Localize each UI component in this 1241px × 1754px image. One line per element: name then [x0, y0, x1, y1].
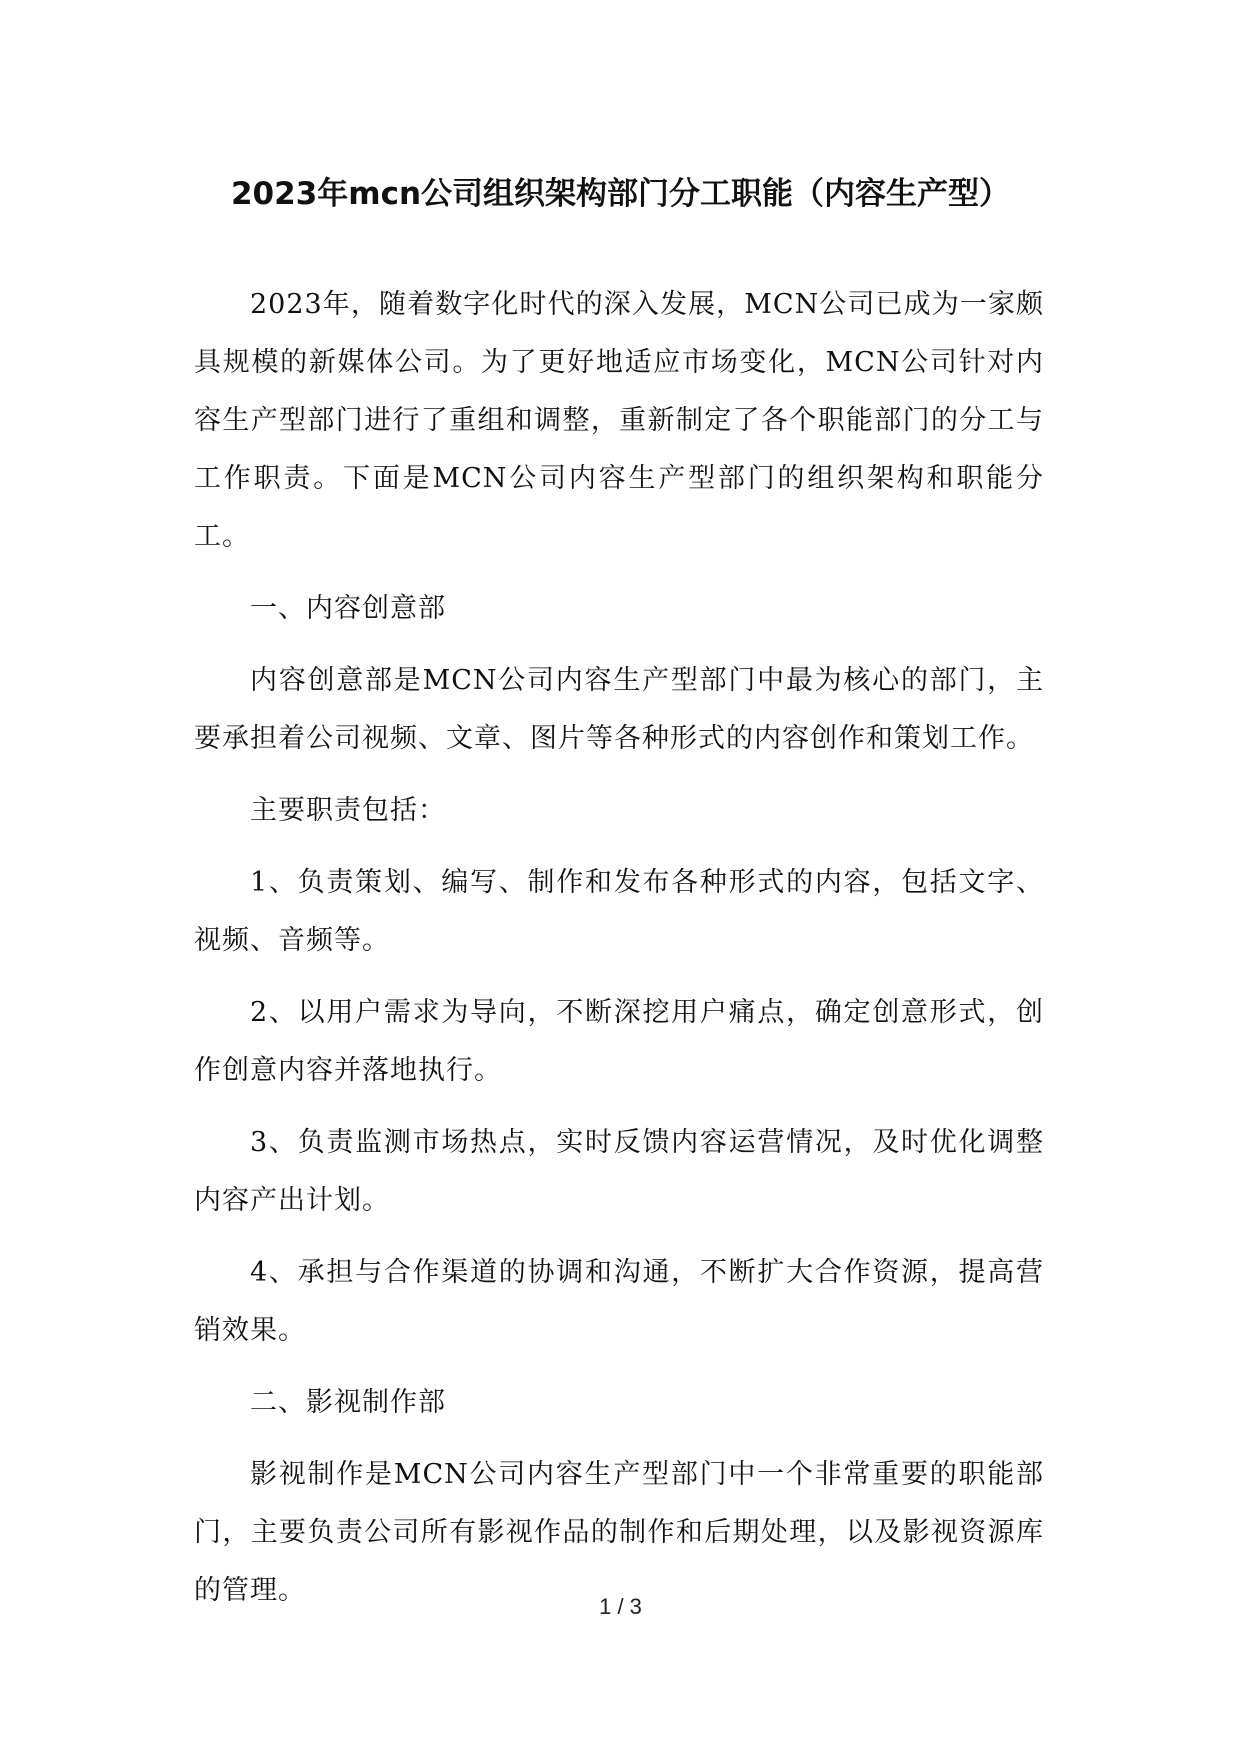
- section-heading-film-production: 二、影视制作部: [250, 1387, 446, 1418]
- document-body: [194, 276, 1044, 1634]
- document-title: 2023年mcn公司组织架构部门分工职能（内容生产型）: [230, 176, 1011, 212]
- responsibility-item-2: 2、以用户需求为导向，不断深挖用户痛点，确定创意形式，创作创意内容并落地执行。: [194, 997, 1044, 1086]
- responsibility-item-3: 3、负责监测市场热点，实时反馈内容运营情况，及时优化调整内容产出计划。: [194, 1127, 1044, 1216]
- film-production-description: 影视制作是MCN公司内容生产型部门中一个非常重要的职能部门，主要负责公司所有影视作品的制作和后期处理，以及影视资源库的管理。: [194, 1459, 1044, 1606]
- intro-paragraph: 2023年，随着数字化时代的深入发展，MCN公司已成为一家颇具规模的新媒体公司。为了更好地适应市场变化，MCN公司针对内容生产型部门进行了重组和调整，重新制定了各个职能部门的分工与工作职责。下面是MCN公司内容生产型部门的组织架构和职能分工。: [194, 289, 1044, 552]
- section-heading-content-creative: 一、内容创意部: [250, 593, 446, 624]
- responsibility-item-1: 1、负责策划、编写、制作和发布各种形式的内容，包括文字、视频、音频等。: [194, 867, 1044, 956]
- responsibilities-heading: 主要职责包括：: [250, 795, 446, 826]
- responsibility-item-4: 4、承担与合作渠道的协调和沟通，不断扩大合作资源，提高营销效果。: [194, 1257, 1044, 1346]
- content-creative-description: 内容创意部是MCN公司内容生产型部门中最为核心的部门，主要承担着公司视频、文章、图片等各种形式的内容创作和策划工作。: [194, 665, 1044, 754]
- page-number: 1 / 3: [599, 1594, 642, 1619]
